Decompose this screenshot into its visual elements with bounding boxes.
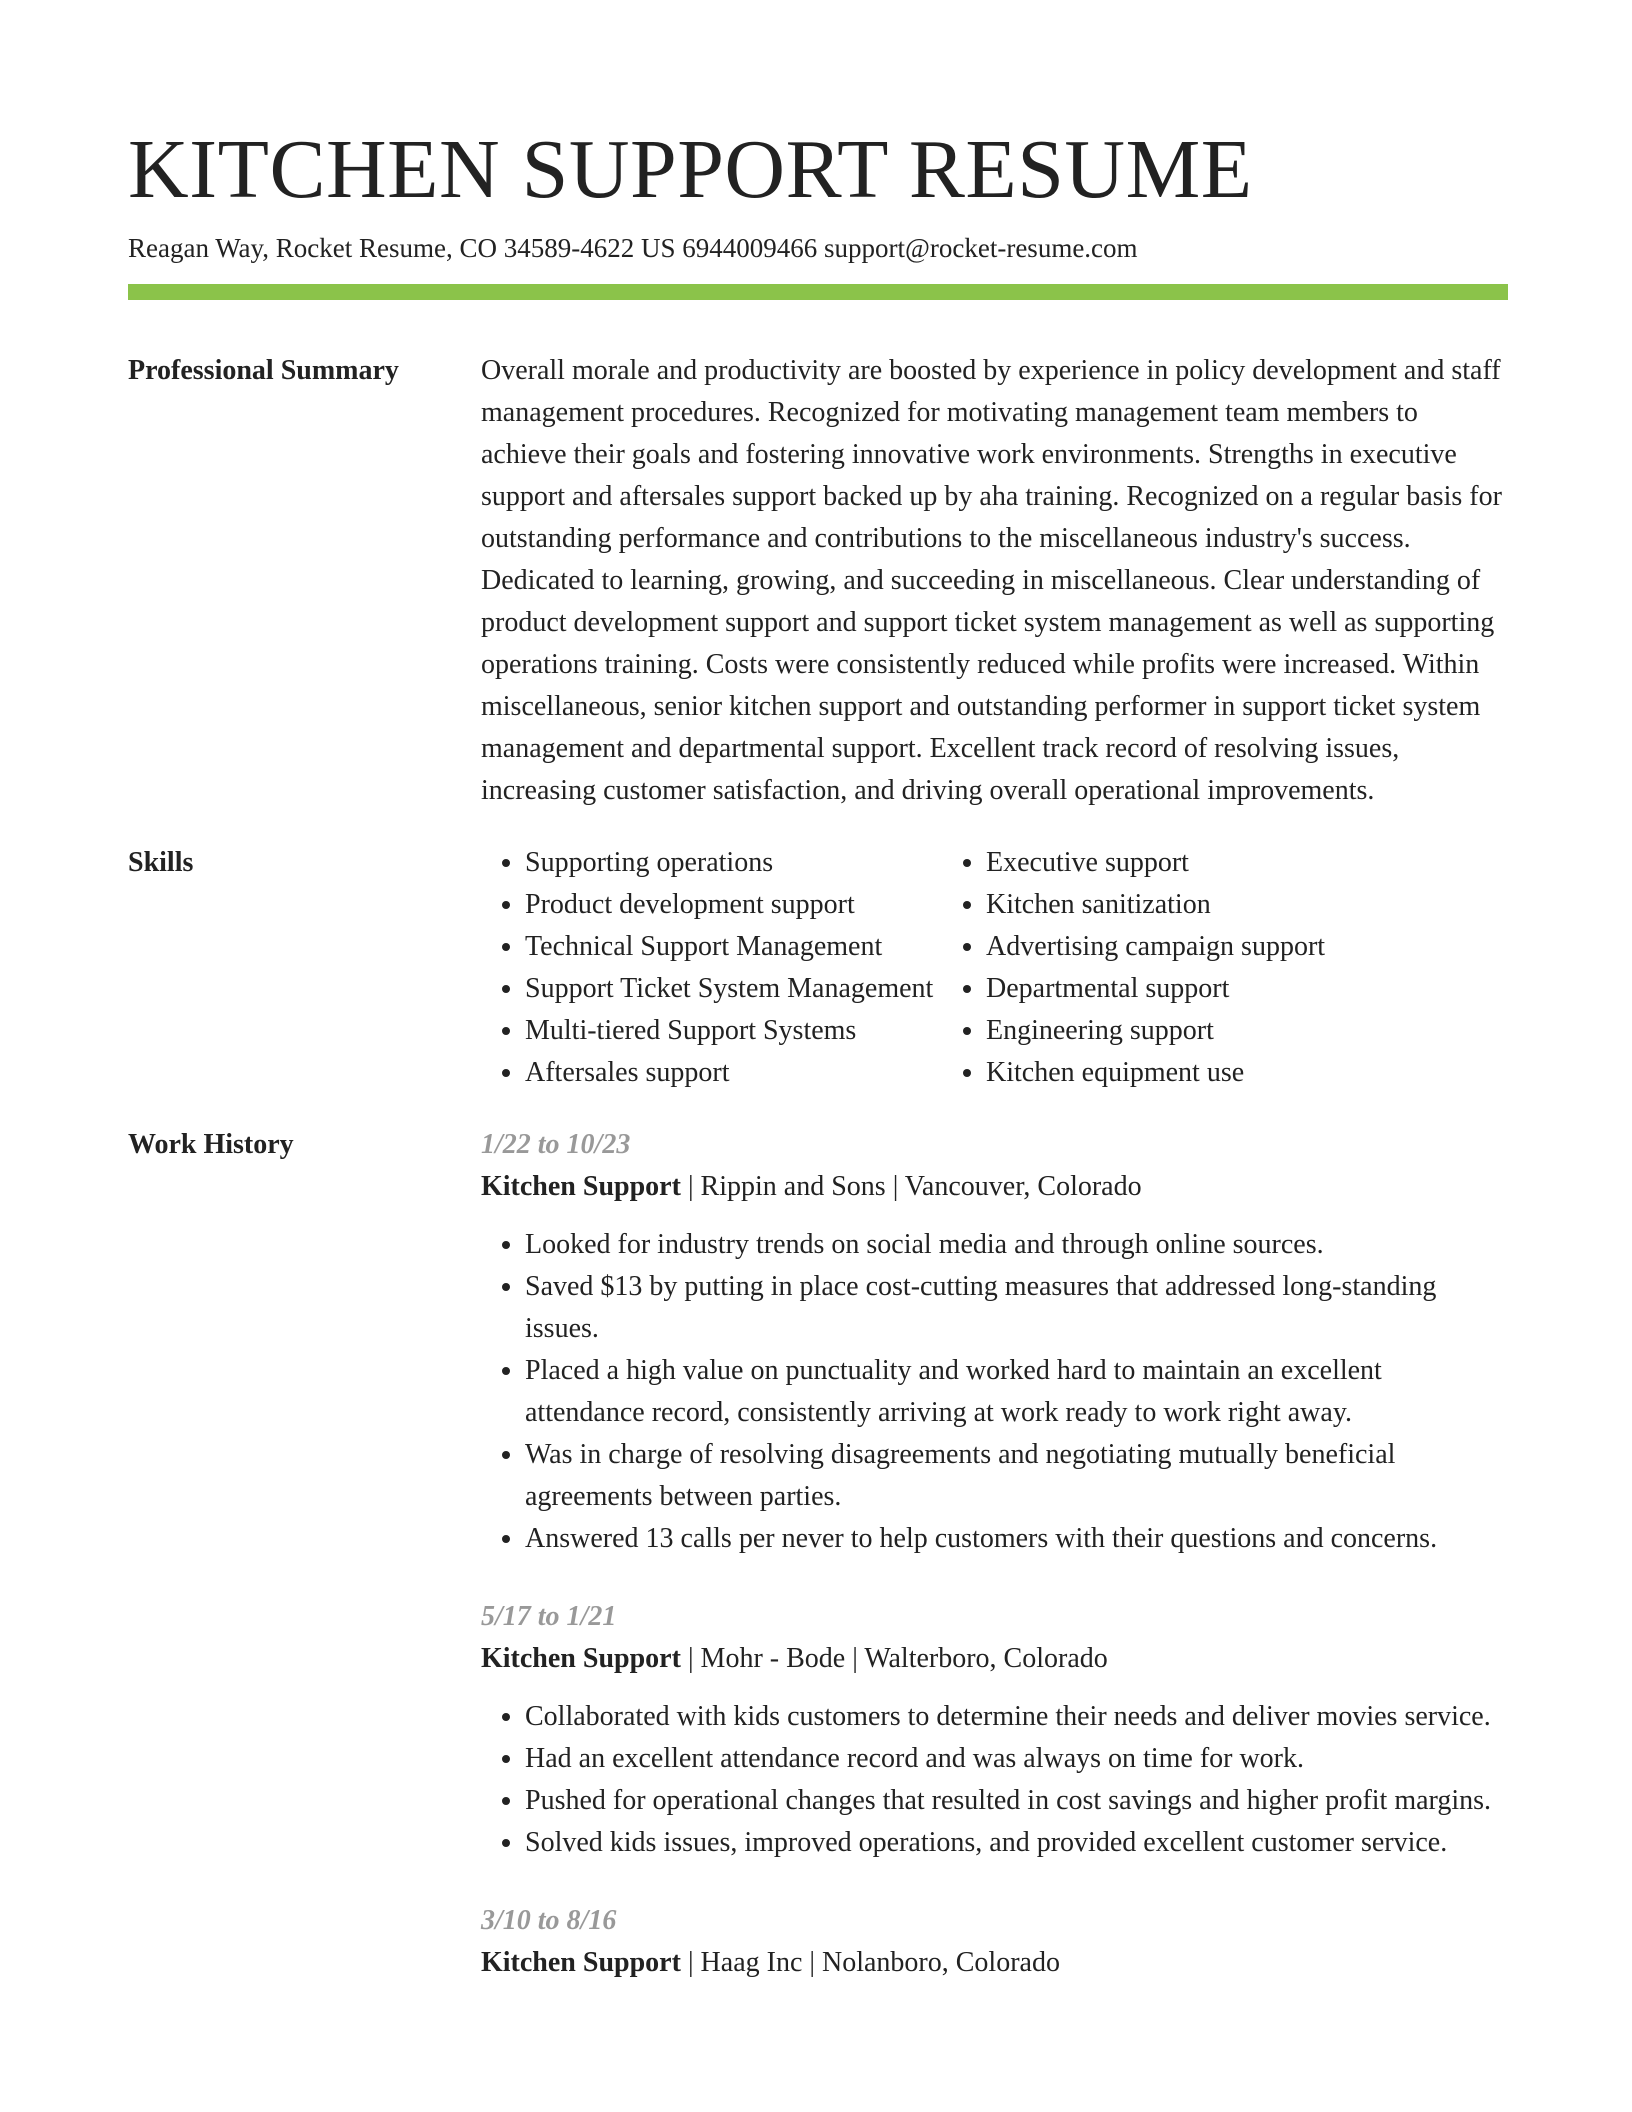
header-divider — [128, 284, 1508, 300]
skill-item: • Advertising campaign support — [986, 926, 1508, 968]
job-bullets — [481, 1696, 1508, 1864]
skills-section — [128, 842, 1508, 1094]
job-bullet: • Answered 13 calls per never to help customers with their questions and concerns. — [525, 1518, 1508, 1560]
work-history-heading: Work History — [128, 1129, 294, 1160]
resume-title: KITCHEN SUPPORT RESUME — [128, 123, 1253, 216]
contact-address: Reagan Way, Rocket Resume, CO 34589-4622 US — [128, 233, 676, 263]
job-bullet: • Was in charge of resolving disagreements and negotiating mutually beneficial agreements between parties. — [525, 1434, 1508, 1518]
job-company: Mohr - Bode — [700, 1643, 846, 1674]
summary-section — [128, 350, 1508, 812]
skill-item: • Support Ticket System Management — [525, 968, 942, 1010]
job-dates: 1/22 to 10/23 — [481, 1129, 631, 1160]
job-header: Kitchen Support | Rippin and Sons | Vancouver, Colorado — [481, 1171, 1142, 1202]
job-entry — [481, 1900, 1508, 1984]
job-entry — [481, 1596, 1508, 1864]
job-title: Kitchen Support — [481, 1947, 681, 1978]
work-history-section — [128, 1124, 1508, 2020]
job-header: Kitchen Support | Haag Inc | Nolanboro, Colorado — [481, 1947, 1060, 1978]
skill-item: • Kitchen sanitization — [986, 884, 1508, 926]
skills-heading: Skills — [128, 847, 194, 878]
job-bullet: • Placed a high value on punctuality and worked hard to maintain an excellent attendance record, consistently arriving at work ready to work right away. — [525, 1350, 1508, 1434]
job-dates: 3/10 to 8/16 — [481, 1905, 617, 1936]
skill-item: • Executive support — [986, 842, 1508, 884]
skill-item: • Supporting operations — [525, 842, 942, 884]
job-company: Rippin and Sons — [700, 1171, 886, 1202]
contact-phone: 6944009466 — [682, 233, 818, 263]
job-location: Walterboro, Colorado — [864, 1643, 1108, 1674]
job-location: Nolanboro, Colorado — [821, 1947, 1060, 1978]
job-bullet: • Solved kids issues, improved operations, and provided excellent customer service. — [525, 1822, 1508, 1864]
job-bullet: • Saved $13 by putting in place cost-cutting measures that addressed long-standing issues. — [525, 1266, 1508, 1350]
skills-list-left — [481, 842, 942, 1094]
job-company: Haag Inc — [700, 1947, 803, 1978]
skill-item: • Technical Support Management — [525, 926, 942, 968]
job-bullet: • Pushed for operational changes that resulted in cost savings and higher profit margins. — [525, 1780, 1508, 1822]
job-bullet: • Collaborated with kids customers to determine their needs and deliver movies service. — [525, 1696, 1508, 1738]
skill-item: • Kitchen equipment use — [986, 1052, 1508, 1094]
job-title: Kitchen Support — [481, 1171, 681, 1202]
job-dates: 5/17 to 1/21 — [481, 1601, 617, 1632]
job-bullet: • Looked for industry trends on social media and through online sources. — [525, 1224, 1508, 1266]
job-bullet: • Had an excellent attendance record and was always on time for work. — [525, 1738, 1508, 1780]
summary-text: Overall morale and productivity are boosted by experience in policy development and staff management procedures. Recognized for motivating management team members to achieve their goals and fostering innovative work environments. Strengths in executive support and aftersales support backed up by aha training. Recognized on a regular basis for outstanding performance and contributions to the miscellaneous industry's success. Dedicated to learning, growing, and succeeding in miscellaneous. Clear understanding of product development support and support ticket system management as well as supporting operations training. Costs were consistently reduced while profits were increased. Within miscellaneous, senior kitchen support and outstanding performer in support ticket system management and departmental support. Excellent track record of resolving issues, increasing customer satisfaction, and driving overall operational improvements. — [481, 355, 1502, 806]
resume-page — [128, 120, 1508, 2020]
skill-item: • Aftersales support — [525, 1052, 942, 1094]
skill-item: • Multi-tiered Support Systems — [525, 1010, 942, 1052]
skill-item: • Engineering support — [986, 1010, 1508, 1052]
job-location: Vancouver, Colorado — [904, 1171, 1142, 1202]
job-bullets — [481, 1224, 1508, 1560]
job-entry — [481, 1124, 1508, 1560]
skill-item: • Departmental support — [986, 968, 1508, 1010]
job-title: Kitchen Support — [481, 1643, 681, 1674]
skills-list-right — [942, 842, 1508, 1094]
skill-item: • Product development support — [525, 884, 942, 926]
job-header: Kitchen Support | Mohr - Bode | Walterboro, Colorado — [481, 1643, 1108, 1674]
summary-heading: Professional Summary — [128, 355, 399, 386]
contact-email[interactable]: support@rocket-resume.com — [824, 233, 1138, 263]
contact-line — [128, 230, 1508, 266]
